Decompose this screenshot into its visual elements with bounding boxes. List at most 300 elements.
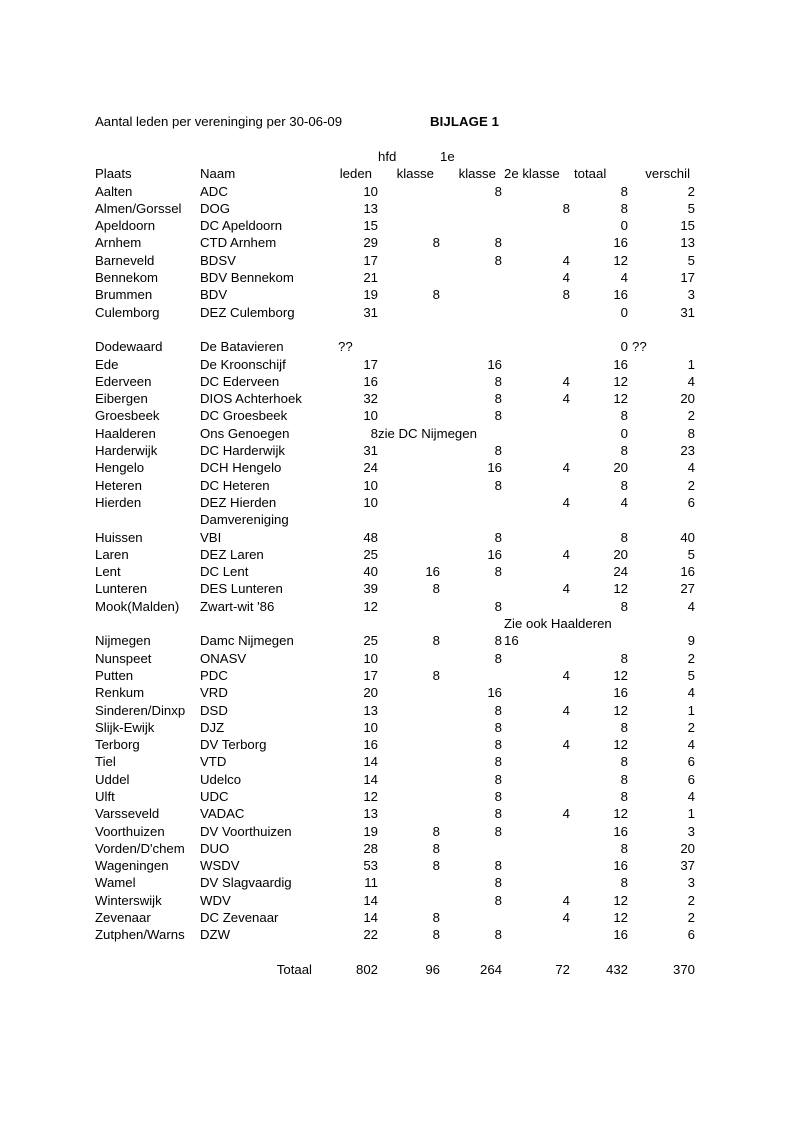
table-footer	[95, 944, 695, 979]
cell-leden: 16	[363, 373, 378, 389]
cell-eerste-klasse: 8	[494, 858, 502, 874]
table-row	[95, 667, 695, 684]
table-row	[95, 183, 695, 200]
cell-hfd-klasse: 8	[432, 667, 440, 683]
cell-eerste-klasse	[440, 269, 502, 286]
cell-tweede-klasse	[502, 874, 570, 891]
cell-leden: 19	[363, 287, 378, 303]
cell-eerste-klasse: 8	[494, 408, 502, 424]
cell-naam: BDSV	[200, 252, 236, 268]
cell-eerste-klasse	[440, 304, 502, 321]
cell-plaats: Ede	[95, 356, 119, 372]
cell-totaal: 8	[620, 875, 628, 891]
cell-tweede-klasse: 4	[562, 892, 570, 908]
cell-totaal: 16	[613, 685, 628, 701]
cell-plaats: Voorthuizen	[95, 823, 165, 839]
cell-totaal: 8	[620, 477, 628, 493]
column-header-plaats: Plaats	[95, 166, 132, 182]
table-row	[95, 269, 695, 286]
cell-hfd-klasse: 8	[432, 581, 440, 597]
cell-naam: VADAC	[200, 806, 245, 822]
cell-naam: DEZ Laren	[200, 546, 264, 562]
cell-verschil: 2	[687, 910, 695, 926]
cell-tweede-klasse	[502, 183, 570, 200]
cell-tweede-klasse: 4	[562, 667, 570, 683]
cell-totaal: 12	[613, 702, 628, 718]
table-row	[95, 632, 695, 649]
cell-hfd-klasse	[378, 771, 440, 788]
cell-totaal: 8	[620, 788, 628, 804]
cell-naam: VRD	[200, 685, 228, 701]
cell-hfd-klasse: 8	[432, 287, 440, 303]
cell-totaal: 16	[613, 235, 628, 251]
table-row	[95, 304, 695, 321]
cell-verschil: 5	[687, 667, 695, 683]
cell-leden: 10	[363, 477, 378, 493]
cell-eerste-klasse: 16	[487, 460, 502, 476]
cell-eerste-klasse: 8	[494, 564, 502, 580]
cell-hfd-klasse: 8	[432, 633, 440, 649]
cell-leden: 13	[363, 200, 378, 216]
cell-totaal: 0	[620, 218, 628, 234]
cell-totaal: 12	[613, 737, 628, 753]
cell-hfd-klasse	[378, 407, 440, 424]
cell-naam: Damc Nijmegen	[200, 633, 294, 649]
table-body	[95, 183, 695, 944]
cell-totaal: 8	[620, 183, 628, 199]
cell-totaal: 12	[613, 581, 628, 597]
cell-eerste-klasse	[440, 286, 502, 303]
table-row	[95, 840, 695, 857]
table-row	[95, 771, 695, 788]
cell-eerste-klasse: 8	[494, 477, 502, 493]
cell-totaal: 12	[613, 373, 628, 389]
cell-hfd-klasse	[378, 269, 440, 286]
totals-row	[95, 961, 695, 978]
cell-leden: 17	[363, 667, 378, 683]
header-spacer-totaal	[570, 148, 628, 165]
cell-eerste-klasse	[440, 217, 502, 234]
column-header-totaal: totaal	[574, 166, 607, 182]
cell-verschil: 8	[687, 425, 695, 441]
cell-tweede-klasse	[502, 356, 570, 373]
table-row-note	[95, 615, 695, 632]
cell-totaal: 20	[613, 460, 628, 476]
cell-leden: 14	[363, 771, 378, 787]
cell-naam: BDV Bennekom	[200, 270, 294, 286]
cell-totaal: 8	[620, 754, 628, 770]
cell-verschil: 20	[680, 391, 695, 407]
cell-naam: UDC	[200, 788, 229, 804]
table-row	[95, 857, 695, 874]
cell-plaats: Hengelo	[95, 460, 145, 476]
cell-naam: DV Voorthuizen	[200, 823, 292, 839]
annex-label: BIJLAGE 1	[430, 114, 500, 129]
cell-eerste-klasse: 16	[487, 356, 502, 372]
cell-verschil: 4	[687, 460, 695, 476]
header-spacer-leden	[320, 148, 378, 165]
table-row	[95, 684, 695, 701]
cell-totaal: 4	[620, 270, 628, 286]
cell-verschil: 2	[687, 477, 695, 493]
cell-verschil: 6	[687, 494, 695, 510]
cell-hfd-klasse	[378, 252, 440, 269]
continuation-spacer	[95, 511, 200, 528]
table-row	[95, 529, 695, 546]
cell-hfd-klasse	[378, 805, 440, 822]
cell-leden: 32	[363, 391, 378, 407]
cell-hfd-klasse	[378, 356, 440, 373]
column-header-hfd-top: hfd	[378, 149, 397, 164]
column-header-eerste-top: 1e	[440, 149, 455, 164]
cell-naam: DES Lunteren	[200, 581, 283, 597]
cell-tweede-klasse	[502, 442, 570, 459]
cell-hfd-klasse	[378, 183, 440, 200]
cell-totaal: 12	[613, 252, 628, 268]
cell-verschil: 5	[687, 200, 695, 216]
column-header-leden: leden	[339, 166, 372, 182]
cell-eerste-klasse: 8	[494, 529, 502, 545]
cell-leden: 10	[363, 650, 378, 666]
table-row	[95, 425, 695, 442]
cell-tweede-klasse	[502, 771, 570, 788]
table-row	[95, 788, 695, 805]
cell-eerste-klasse: 8	[494, 252, 502, 268]
cell-naam: ADC	[200, 183, 228, 199]
header-spacer-tweede	[502, 148, 570, 165]
cell-eerste-klasse	[440, 667, 502, 684]
cell-hfd-klasse	[378, 736, 440, 753]
cell-hfd-klasse	[378, 494, 440, 511]
cell-leden: 12	[363, 598, 378, 614]
totals-verschil: 370	[672, 961, 695, 977]
cell-leden: 12	[363, 788, 378, 804]
cell-leden: 10	[363, 494, 378, 510]
table-row	[95, 286, 695, 303]
cell-plaats: Aalten	[95, 183, 133, 199]
cell-leden: 29	[363, 235, 378, 251]
cell-hfd-klasse: 8	[432, 927, 440, 943]
table-row	[95, 702, 695, 719]
cell-leden: 40	[363, 564, 378, 580]
cell-tweede-klasse: 4	[562, 546, 570, 562]
cell-plaats: Terborg	[95, 737, 140, 753]
cell-hfd-klasse	[378, 684, 440, 701]
cell-plaats: Haalderen	[95, 425, 156, 441]
cell-leden: 53	[363, 858, 378, 874]
cell-hfd-klasse	[378, 546, 440, 563]
cell-eerste-klasse: 8	[494, 373, 502, 389]
cell-hfd-klasse	[378, 304, 440, 321]
cell-verschil: 2	[687, 892, 695, 908]
cell-hfd-klasse	[378, 442, 440, 459]
cell-eerste-klasse	[440, 580, 502, 597]
cell-verschil: 2	[687, 183, 695, 199]
cell-tweede-klasse: 4	[562, 373, 570, 389]
cell-leden: 10	[363, 408, 378, 424]
cell-naam: Zwart-wit '86	[200, 598, 275, 614]
cell-totaal: 0	[620, 304, 628, 320]
cell-leden: 24	[363, 460, 378, 476]
header-spacer-plaats	[95, 148, 200, 165]
cell-eerste-klasse: 8	[494, 391, 502, 407]
cell-plaats: Laren	[95, 546, 129, 562]
table-row	[95, 736, 695, 753]
table-row	[95, 580, 695, 597]
cell-tweede-klasse: 4	[562, 270, 570, 286]
cell-totaal: 8	[620, 650, 628, 666]
cell-totaal	[570, 632, 628, 649]
cell-eerste-klasse	[440, 840, 502, 857]
cell-hfd-klasse	[378, 373, 440, 390]
cell-naam: VBI	[200, 529, 222, 545]
table-row	[95, 252, 695, 269]
cell-totaal: 12	[613, 892, 628, 908]
cell-leden: 10	[363, 719, 378, 735]
cell-verschil: 9	[687, 633, 695, 649]
cell-naam: WSDV	[200, 858, 240, 874]
cell-naam: BDV	[200, 287, 228, 303]
cell-verschil: ??	[632, 339, 647, 355]
cell-verschil: 4	[687, 685, 695, 701]
cell-verschil: 3	[687, 875, 695, 891]
cell-hfd-klasse: 8	[432, 235, 440, 251]
totals-label: Totaal	[276, 961, 312, 977]
cell-eerste-klasse: 8	[494, 927, 502, 943]
cell-eerste-klasse	[440, 909, 502, 926]
column-header-verschil: verschil	[645, 166, 690, 182]
cell-plaats: Ederveen	[95, 373, 152, 389]
cell-leden: 15	[363, 218, 378, 234]
cell-tweede-klasse	[502, 304, 570, 321]
header-spacer-naam	[200, 148, 320, 165]
cell-naam: DSD	[200, 702, 228, 718]
cell-hfd-klasse: 8	[432, 910, 440, 926]
cell-totaal: 12	[613, 667, 628, 683]
cell-eerste-klasse: 16	[487, 546, 502, 562]
cell-plaats: Arnhem	[95, 235, 142, 251]
cell-leden: 14	[363, 754, 378, 770]
group-separator-cell	[95, 321, 695, 338]
cell-naam: Ons Genoegen	[200, 425, 290, 441]
cell-eerste-klasse: 8	[494, 823, 502, 839]
cell-totaal: 8	[620, 443, 628, 459]
cell-hfd-klasse: 8	[432, 823, 440, 839]
cell-naam: Udelco	[200, 771, 242, 787]
cell-totaal: 16	[613, 858, 628, 874]
cell-hfd-klasse	[378, 529, 440, 546]
totals-totaal: 432	[605, 961, 628, 977]
cell-eerste-klasse: 16	[487, 685, 502, 701]
cell-tweede-klasse: 4	[562, 391, 570, 407]
cell-eerste-klasse: 8	[494, 702, 502, 718]
cell-verschil: 1	[687, 356, 695, 372]
cell-plaats: Lent	[95, 564, 121, 580]
cell-naam: De Kroonschijf	[200, 356, 286, 372]
cell-tweede-klasse: 4	[562, 460, 570, 476]
cell-leden: 39	[363, 581, 378, 597]
cell-eerste-klasse: 8	[494, 737, 502, 753]
cell-leden: 31	[363, 304, 378, 320]
cell-tweede-klasse: 8	[562, 287, 570, 303]
cell-tweede-klasse	[502, 719, 570, 736]
cell-verschil: 3	[687, 287, 695, 303]
cell-hfd-klasse	[378, 753, 440, 770]
cell-naam: DIOS Achterhoek	[200, 391, 302, 407]
cell-hfd-klasse: 8	[432, 858, 440, 874]
header-row-upper	[95, 148, 695, 165]
cell-leden: 17	[363, 252, 378, 268]
table-row	[95, 546, 695, 563]
totals-hfd: 96	[425, 961, 440, 977]
cell-naam: DV Terborg	[200, 737, 267, 753]
cell-tweede-klasse	[502, 823, 570, 840]
cell-verschil: 13	[680, 235, 695, 251]
column-header-hfd-klasse: klasse	[396, 166, 434, 182]
table-row	[95, 338, 695, 355]
cell-leden: 14	[363, 910, 378, 926]
cell-tweede-klasse	[502, 598, 570, 615]
cell-eerste-klasse: 8	[494, 633, 502, 649]
table-row	[95, 356, 695, 373]
cell-tweede-klasse	[502, 563, 570, 580]
cell-leden: 22	[363, 927, 378, 943]
cell-leden: 16	[363, 737, 378, 753]
page-title: Aantal leden per vereninging per 30-06-09	[95, 114, 343, 129]
cell-eerste-klasse	[440, 494, 502, 511]
cell-plaats: Eibergen	[95, 391, 148, 407]
cell-naam: DC Ederveen	[200, 373, 280, 389]
totals-leden: 802	[355, 961, 378, 977]
cell-plaats: Wamel	[95, 875, 136, 891]
note-spacer	[95, 615, 502, 632]
cell-naam: ONASV	[200, 650, 247, 666]
cell-verschil: 2	[687, 719, 695, 735]
cell-leden: 25	[363, 633, 378, 649]
cell-tweede-klasse: 16	[504, 633, 519, 649]
cell-totaal: 24	[613, 564, 628, 580]
table-row	[95, 373, 695, 390]
cell-totaal: 8	[620, 840, 628, 856]
cell-naam: DV Slagvaardig	[200, 875, 292, 891]
cell-plaats: Almen/Gorssel	[95, 200, 182, 216]
cell-hfd-klasse	[378, 217, 440, 234]
cell-totaal: 8	[620, 771, 628, 787]
cell-plaats: Groesbeek	[95, 408, 160, 424]
cell-plaats: Uddel	[95, 771, 130, 787]
group-separator-row	[95, 321, 695, 338]
cell-hfd-klasse	[378, 650, 440, 667]
cell-naam: DEZ Culemborg	[200, 304, 295, 320]
cell-naam: DUO	[200, 840, 230, 856]
cell-plaats: Harderwijk	[95, 443, 158, 459]
cell-verschil: 27	[680, 581, 695, 597]
cell-tweede-klasse	[502, 529, 570, 546]
table-row	[95, 494, 695, 511]
table-row	[95, 407, 695, 424]
cell-verschil: 4	[687, 788, 695, 804]
cell-verschil: 37	[680, 858, 695, 874]
cell-plaats: Nijmegen	[95, 633, 151, 649]
cell-plaats: Bennekom	[95, 270, 159, 286]
column-header-eerste-klasse: klasse	[458, 166, 496, 182]
title-row	[95, 112, 715, 132]
cell-tweede-klasse	[502, 477, 570, 494]
cell-tweede-klasse	[502, 217, 570, 234]
cell-hfd-klasse	[378, 702, 440, 719]
cell-totaal: 16	[613, 927, 628, 943]
table-row	[95, 234, 695, 251]
cell-tweede-klasse	[502, 684, 570, 701]
cell-naam: DOG	[200, 200, 231, 216]
table-row-continuation	[95, 511, 695, 528]
cell-verschil: 6	[687, 771, 695, 787]
cell-naam: DEZ Hierden	[200, 494, 277, 510]
cell-plaats: Hierden	[95, 494, 142, 510]
cell-verschil: 23	[680, 443, 695, 459]
cell-totaal: 4	[620, 494, 628, 510]
cell-plaats: Barneveld	[95, 252, 155, 268]
cell-tweede-klasse	[502, 338, 570, 355]
table-row	[95, 926, 695, 943]
cell-leden: 19	[363, 823, 378, 839]
cell-plaats: Brummen	[95, 287, 153, 303]
cell-verschil: 3	[687, 823, 695, 839]
cell-totaal: 12	[613, 910, 628, 926]
cell-hfd-klasse	[378, 459, 440, 476]
cell-leden: 31	[363, 443, 378, 459]
cell-naam: DZW	[200, 927, 231, 943]
cell-eerste-klasse: 8	[494, 875, 502, 891]
cell-tweede-klasse	[502, 753, 570, 770]
cell-eerste-klasse	[440, 200, 502, 217]
cell-naam: De Batavieren	[200, 339, 284, 355]
cell-verschil: 6	[687, 754, 695, 770]
cell-tweede-klasse: 4	[562, 252, 570, 268]
cell-leden: 13	[363, 806, 378, 822]
cell-plaats: Vorden/D'chem	[95, 840, 185, 856]
cell-tweede-klasse: 4	[562, 806, 570, 822]
cell-plaats: Zevenaar	[95, 910, 151, 926]
table-row	[95, 477, 695, 494]
table-row	[95, 719, 695, 736]
cell-hfd-klasse	[378, 200, 440, 217]
cell-totaal: 12	[613, 806, 628, 822]
cell-plaats: Mook(Malden)	[95, 598, 180, 614]
cell-hfd-klasse	[378, 788, 440, 805]
cell-verschil: 1	[687, 806, 695, 822]
cell-verschil: 1	[687, 702, 695, 718]
cell-leden: ??	[338, 339, 353, 355]
cell-hfd-klasse	[378, 390, 440, 407]
cell-leden: 21	[363, 270, 378, 286]
cell-verschil: 4	[687, 737, 695, 753]
cell-verschil: 4	[687, 598, 695, 614]
cell-verschil: 15	[680, 218, 695, 234]
table-row	[95, 892, 695, 909]
cell-eerste-klasse: 8	[494, 892, 502, 908]
cell-note: zie DC Nijmegen	[378, 425, 477, 441]
cell-naam: PDC	[200, 667, 228, 683]
cell-totaal: 8	[620, 408, 628, 424]
cell-totaal: 8	[620, 529, 628, 545]
table-header	[95, 148, 695, 183]
cell-naam: DJZ	[200, 719, 225, 735]
cell-naam: VTD	[200, 754, 227, 770]
table-row	[95, 200, 695, 217]
table-row	[95, 909, 695, 926]
table-row	[95, 598, 695, 615]
